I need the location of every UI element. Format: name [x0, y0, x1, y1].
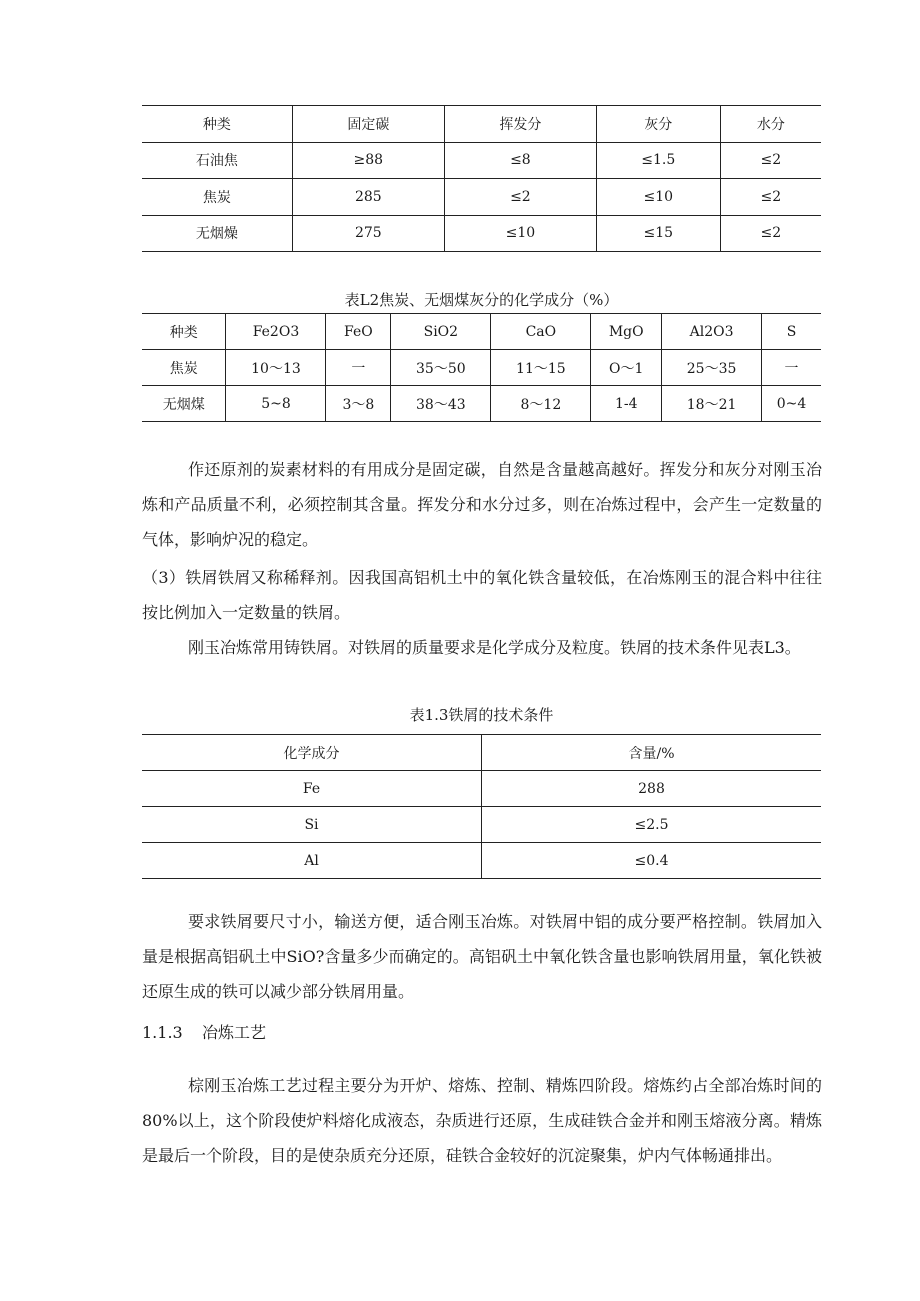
- table-cell: 275: [292, 215, 444, 252]
- table-header-cell: CaO: [491, 314, 591, 350]
- table-cell: ≤15: [596, 215, 720, 252]
- table-cell: Si: [304, 816, 319, 833]
- table-cell: 18～21: [662, 386, 762, 422]
- ash-composition-table: [142, 313, 821, 422]
- paragraph-iron-requirements: 刚玉冶炼常用铸铁屑。对铁屑的质量要求是化学成分及粒度。铁屑的技术条件见表L3。: [188, 638, 801, 657]
- table-cell: 288: [482, 771, 822, 807]
- carbon-materials-table: [142, 105, 821, 252]
- table-cell: 无烟煤: [162, 396, 205, 413]
- table-cell: 35～50: [391, 350, 491, 386]
- table-cell: ≤8: [444, 142, 596, 179]
- table-header-cell: FeO: [326, 314, 391, 350]
- table-cell: ≤0.4: [482, 843, 822, 879]
- table-row: [142, 843, 821, 879]
- table-cell: Fe: [302, 780, 321, 797]
- table-header-cell: 种类: [169, 324, 198, 341]
- table-cell: 0~4: [762, 386, 821, 422]
- table-cell: 石油焦: [195, 153, 238, 170]
- table-header-cell: 含量/%: [482, 735, 822, 771]
- table-row: [142, 142, 821, 179]
- section-number: 1.1.3: [142, 1023, 183, 1042]
- table-cell: 3～8: [326, 386, 391, 422]
- table-cell: 38～43: [391, 386, 491, 422]
- table-cell: ≤10: [444, 215, 596, 252]
- table3-caption: 表1.3铁屑的技术条件: [409, 706, 554, 724]
- table-cell: 8～12: [491, 386, 591, 422]
- table-cell: 1-4: [591, 386, 662, 422]
- table-cell: ≤2: [720, 179, 821, 216]
- table-header-cell: 水分: [720, 106, 821, 143]
- paragraph-iron-usage: 要求铁屑要尺寸小，输送方便，适合刚玉冶炼。对铁屑中铝的成分要严格控制。铁屑加入量是根据高铝矾土中SiO?含量多少而确定的。高铝矾土中氧化铁含量也影响铁屑用量，氧化铁被还原生成的铁可以减少部分铁屑用量。: [142, 912, 822, 1001]
- table-header-cell: S: [762, 314, 821, 350]
- table-header-cell: 灰分: [596, 106, 720, 143]
- table-header-cell: 种类: [202, 116, 231, 133]
- table-cell: ≤1.5: [596, 142, 720, 179]
- table-cell: Al: [304, 852, 319, 869]
- table-cell: 一: [326, 350, 391, 386]
- table-row: [142, 386, 821, 422]
- table-cell: O～1: [591, 350, 662, 386]
- table-row: [142, 179, 821, 216]
- table-header-cell: MgO: [591, 314, 662, 350]
- section-heading: [142, 1018, 266, 1048]
- table-header-cell: 挥发分: [444, 106, 596, 143]
- table-row: [142, 350, 821, 386]
- table-row: [142, 807, 821, 843]
- table-header-cell: 化学成分: [283, 745, 340, 762]
- table-cell: ≤2: [444, 179, 596, 216]
- table-cell: 焦炭: [202, 189, 231, 206]
- table-cell: ≤2: [720, 215, 821, 252]
- table-cell: 285: [292, 179, 444, 216]
- table-header-row: [142, 106, 821, 143]
- table-cell: ≤2.5: [482, 807, 822, 843]
- table-cell: ≤10: [596, 179, 720, 216]
- table-cell: ≥88: [292, 142, 444, 179]
- table-row: [142, 215, 821, 252]
- table-row: [142, 771, 821, 807]
- table-cell: 一: [762, 350, 821, 386]
- table-header-cell: SiO2: [391, 314, 491, 350]
- table-header-cell: Fe2O3: [226, 314, 326, 350]
- table-cell: 10～13: [226, 350, 326, 386]
- table-cell: 焦炭: [169, 360, 198, 377]
- table-cell: 无烟燥: [195, 226, 238, 243]
- table-cell: 11～15: [491, 350, 591, 386]
- paragraph-iron-filings: （3）铁屑铁屑又称稀释剂。因我国高铝机土中的氧化铁含量较低，在冶炼刚玉的混合料中往往按比例加入一定数量的铁屑。: [142, 568, 822, 622]
- table-cell: 25～35: [662, 350, 762, 386]
- table-cell: 5~8: [226, 386, 326, 422]
- table-header-cell: Al2O3: [662, 314, 762, 350]
- paragraph-smelting-process: 棕刚玉冶炼工艺过程主要分为开炉、熔炼、控制、精炼四阶段。熔炼约占全部冶炼时间的80%以上，这个阶段使炉料熔化成液态，杂质进行还原，生成硅铁合金并和刚玉熔液分离。精炼是最后一个阶段，目的是使杂质充分还原，硅铁合金较好的沉淀聚集，炉内气体畅通排出。: [142, 1076, 822, 1165]
- table-header-row: [142, 314, 821, 350]
- section-title: 冶炼工艺: [202, 1023, 267, 1042]
- table-header-row: [142, 735, 821, 771]
- table-cell: ≤2: [720, 142, 821, 179]
- paragraph-carbon-quality: 作还原剂的炭素材料的有用成分是固定碳，自然是含量越高越好。挥发分和灰分对刚玉冶炼和产品质量不利，必须控制其含量。挥发分和水分过多，则在冶炼过程中，会产生一定数量的气体，影响炉况的稳定。: [142, 460, 822, 549]
- iron-filings-spec-table: [142, 734, 821, 879]
- table-header-cell: 固定碳: [292, 106, 444, 143]
- table2-caption: 表L2焦炭、无烟煤灰分的化学成分（%）: [344, 291, 619, 309]
